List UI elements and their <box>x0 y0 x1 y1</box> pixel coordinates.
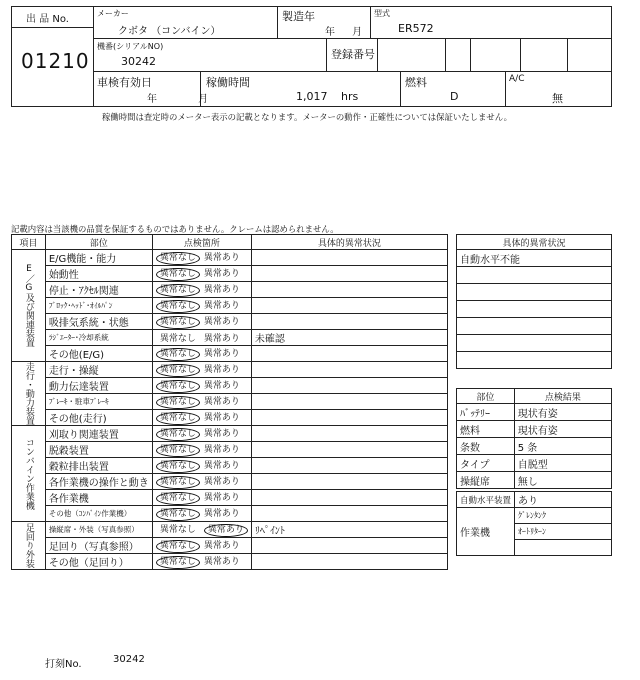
status-ok-label: 異常なし <box>159 525 196 535</box>
check-cell <box>152 554 251 570</box>
detail-row-cell <box>457 301 612 318</box>
status-ng-label: 異常あり <box>203 317 240 327</box>
check-cell <box>152 394 251 410</box>
table-row <box>12 362 448 378</box>
table-row <box>12 554 448 570</box>
table-row <box>12 442 448 458</box>
part-cell: 操縦席・外装（写真参照） <box>45 522 152 538</box>
result-value-cell: 現状有姿 <box>514 404 611 421</box>
check-cell <box>152 538 251 554</box>
check-cell <box>152 458 251 474</box>
right-result-header-part: 部位 <box>457 389 515 404</box>
detail-cell <box>251 490 447 506</box>
status-ok-label: 異常なし <box>156 364 200 377</box>
result-value-cell: 自脱型 <box>514 455 611 472</box>
table-header-row <box>12 235 448 250</box>
detail-row-cell <box>457 352 612 369</box>
table-row <box>12 346 448 362</box>
result-value-cell: 無し <box>514 472 611 489</box>
table-row <box>457 455 612 472</box>
group-label: E／G及び関連装置 <box>12 250 46 362</box>
result-part-cell: ﾊﾞｯﾃﾘｰ <box>457 404 515 421</box>
table-row <box>12 298 448 314</box>
detail-cell <box>251 346 447 362</box>
check-cell <box>152 490 251 506</box>
part-cell: ﾌﾞﾛｯｸ･ﾍｯﾄﾞ･ｵｲﾙﾊﾟﾝ <box>45 298 152 314</box>
status-ng-label: 異常あり <box>204 524 248 537</box>
right-detail-table <box>456 234 612 369</box>
detail-cell <box>251 282 447 298</box>
col-header-detail: 具体的異常状況 <box>251 235 447 250</box>
check-cell <box>152 378 251 394</box>
detail-cell <box>251 266 447 282</box>
status-ok-label: 異常なし <box>156 316 200 329</box>
part-cell: その他(走行) <box>45 410 152 426</box>
detail-cell <box>251 394 447 410</box>
status-ok-label: 異常なし <box>156 380 200 393</box>
registration-label: 登録番号 <box>331 48 375 61</box>
status-ok-label: 異常なし <box>156 348 200 361</box>
detail-cell <box>251 250 447 266</box>
table-row <box>457 404 612 421</box>
part-cell: 各作業機の操作と動き <box>45 474 152 490</box>
result-part-cell: タイプ <box>457 455 515 472</box>
work-item: ｵｰﾄﾘﾀｰﾝ <box>515 524 612 540</box>
check-cell <box>152 506 251 522</box>
status-ok-label: 異常なし <box>156 508 200 521</box>
status-ok-label: 異常なし <box>156 556 200 569</box>
stamp-value: 30242 <box>113 654 145 665</box>
check-cell <box>152 442 251 458</box>
status-ok-label: 異常なし <box>156 300 200 313</box>
part-cell: 刈取り関連装置 <box>45 426 152 442</box>
stamp-label: 打刻No. <box>45 659 82 670</box>
ac-label: A/C <box>509 74 525 84</box>
check-cell <box>152 282 251 298</box>
result-part-cell: 条数 <box>457 438 515 455</box>
check-cell <box>152 314 251 330</box>
result-value-cell: 現状有姿 <box>514 421 611 438</box>
part-cell: E/G機能・能力 <box>45 250 152 266</box>
status-ng-label: 異常あり <box>203 269 240 279</box>
work-item: ｸﾞﾚﾝﾀﾝｸ <box>515 508 612 524</box>
work-item <box>515 540 612 556</box>
model-label: 型式 <box>374 9 390 18</box>
part-cell: 停止・ｱｸｾﾙ関連 <box>45 282 152 298</box>
serial-value: 30242 <box>121 55 156 68</box>
status-ng-label: 異常あり <box>203 301 240 311</box>
part-cell: 動力伝達装置 <box>45 378 152 394</box>
maker-value: クボタ （コンバイン） <box>118 26 221 37</box>
table-row <box>12 458 448 474</box>
detail-cell <box>251 410 447 426</box>
col-header-item: 項目 <box>12 235 46 250</box>
table-row <box>12 522 448 538</box>
right-result-header-value: 点検結果 <box>514 389 611 404</box>
auto-level-label: 自動水平装置 <box>457 492 515 508</box>
status-ng-label: 異常あり <box>203 285 240 295</box>
part-cell: その他（足回り） <box>45 554 152 570</box>
right-equipment-table <box>456 491 612 556</box>
status-ng-label: 異常あり <box>203 493 240 503</box>
table-row <box>457 335 612 352</box>
table-row <box>12 282 448 298</box>
part-cell: その他（ｺﾝﾊﾞｲﾝ作業機） <box>45 506 152 522</box>
table-row <box>457 438 612 455</box>
part-cell: 脱穀装置 <box>45 442 152 458</box>
check-cell <box>152 410 251 426</box>
table-row <box>457 421 612 438</box>
status-ok-label: 異常なし <box>156 476 200 489</box>
status-ng-label: 異常あり <box>203 365 240 375</box>
check-cell <box>152 330 251 346</box>
detail-cell <box>251 474 447 490</box>
right-detail-header: 具体的異常状況 <box>457 235 612 250</box>
table-row <box>457 301 612 318</box>
detail-cell: ﾘﾍﾟｲﾝﾄ <box>251 522 447 538</box>
table-row <box>12 474 448 490</box>
status-ok-label: 異常なし <box>156 396 200 409</box>
status-ok-label: 異常なし <box>156 268 200 281</box>
table-row <box>12 330 448 346</box>
result-part-cell: 操縦席 <box>457 472 515 489</box>
part-cell: 穀粒排出装置 <box>45 458 152 474</box>
group-label: 足回り外装 <box>12 522 46 570</box>
lot-number: 01210 <box>21 49 90 73</box>
col-header-check: 点検箇所 <box>152 235 251 250</box>
detail-cell <box>251 458 447 474</box>
check-cell <box>152 522 251 538</box>
status-ok-label: 異常なし <box>156 444 200 457</box>
detail-cell <box>251 442 447 458</box>
status-ng-label: 異常あり <box>203 557 240 567</box>
group-label: 走行・動力装置 <box>12 362 46 426</box>
detail-row-cell <box>457 284 612 301</box>
table-row <box>12 378 448 394</box>
detail-cell <box>251 554 447 570</box>
auto-level-value: あり <box>515 492 612 508</box>
status-ng-label: 異常あり <box>203 429 240 439</box>
status-ng-label: 異常あり <box>203 397 240 407</box>
model-value: ER572 <box>398 22 434 35</box>
check-cell <box>152 346 251 362</box>
table-row <box>12 426 448 442</box>
table-row <box>457 250 612 267</box>
hours-value: 1,017 hrs <box>296 90 359 103</box>
detail-cell: 未確認 <box>251 330 447 346</box>
maker-label: メーカー <box>97 9 129 18</box>
hours-label: 稼働時間 <box>206 76 250 89</box>
status-ok-label: 異常なし <box>156 492 200 505</box>
status-ok-label: 異常なし <box>156 252 200 265</box>
table-row <box>12 506 448 522</box>
result-part-cell: 燃料 <box>457 421 515 438</box>
detail-row-cell <box>457 267 612 284</box>
table-row <box>12 410 448 426</box>
table-row <box>12 314 448 330</box>
hours-note: 稼働時間は査定時のメーター表示の記載となります。メーターの動作・正確性については保証いたしません。 <box>102 112 513 122</box>
right-result-table <box>456 388 612 489</box>
year-label: 製造年 <box>282 10 315 23</box>
inspection-value: 年 月 <box>147 94 209 105</box>
part-cell: 吸排気系統・状態 <box>45 314 152 330</box>
status-ng-label: 異常あり <box>203 253 240 263</box>
group-label: コンバイン作業機 <box>12 426 46 522</box>
lot-number-label: 出 品 No. <box>26 14 69 25</box>
check-cell <box>152 362 251 378</box>
status-ng-label: 異常あり <box>203 413 240 423</box>
check-cell <box>152 474 251 490</box>
detail-cell <box>251 426 447 442</box>
part-cell: 足回り（写真参照） <box>45 538 152 554</box>
status-ok-label: 異常なし <box>156 412 200 425</box>
table-row <box>457 352 612 369</box>
status-ok-label: 異常なし <box>156 428 200 441</box>
status-ok-label: 異常なし <box>159 334 196 344</box>
status-ng-label: 異常あり <box>203 381 240 391</box>
fuel-value: D <box>450 90 459 103</box>
status-ok-label: 異常なし <box>156 460 200 473</box>
check-cell <box>152 250 251 266</box>
part-cell: 走行・操縦 <box>45 362 152 378</box>
status-ng-label: 異常あり <box>203 334 240 344</box>
table-row <box>457 267 612 284</box>
table-row <box>12 538 448 554</box>
ac-value: 無 <box>552 92 563 105</box>
table-row <box>12 490 448 506</box>
detail-cell <box>251 538 447 554</box>
part-cell: 始動性 <box>45 266 152 282</box>
result-value-cell: 5 条 <box>514 438 611 455</box>
detail-cell <box>251 314 447 330</box>
part-cell: 各作業機 <box>45 490 152 506</box>
part-cell: その他(E/G) <box>45 346 152 362</box>
status-ng-label: 異常あり <box>203 445 240 455</box>
check-cell <box>152 266 251 282</box>
part-cell: ﾗｼﾞｴｰﾀｰ･冷却系統 <box>45 330 152 346</box>
part-cell: ﾌﾞﾚｰｷ・駐車ﾌﾞﾚｰｷ <box>45 394 152 410</box>
check-cell <box>152 298 251 314</box>
col-header-part: 部位 <box>45 235 152 250</box>
check-cell <box>152 426 251 442</box>
detail-cell <box>251 506 447 522</box>
status-ng-label: 異常あり <box>203 509 240 519</box>
inspection-label: 車検有効日 <box>97 76 152 89</box>
detail-cell <box>251 378 447 394</box>
table-row <box>12 266 448 282</box>
status-ng-label: 異常あり <box>203 461 240 471</box>
fuel-label: 燃料 <box>405 76 427 89</box>
status-ok-label: 異常なし <box>156 540 200 553</box>
inspection-table <box>11 234 448 570</box>
detail-cell <box>251 362 447 378</box>
table-row <box>457 284 612 301</box>
detail-row-cell <box>457 318 612 335</box>
year-value: 年 月 <box>325 27 363 38</box>
status-ng-label: 異常あり <box>203 541 240 551</box>
table-row <box>457 318 612 335</box>
status-ng-label: 異常あり <box>203 349 240 359</box>
disclaimer: 記載内容は当該機の品質を保証するものではありません。クレームは認められません。 <box>11 224 339 234</box>
detail-row-cell <box>457 335 612 352</box>
detail-row-cell: 自動水平不能 <box>457 250 612 267</box>
status-ok-label: 異常なし <box>156 284 200 297</box>
serial-label: 機番(シリアルNO) <box>97 42 164 51</box>
status-ng-label: 異常あり <box>203 477 240 487</box>
table-row <box>12 394 448 410</box>
work-label: 作業機 <box>457 508 515 556</box>
table-row <box>457 472 612 489</box>
detail-cell <box>251 298 447 314</box>
table-row <box>12 250 448 266</box>
